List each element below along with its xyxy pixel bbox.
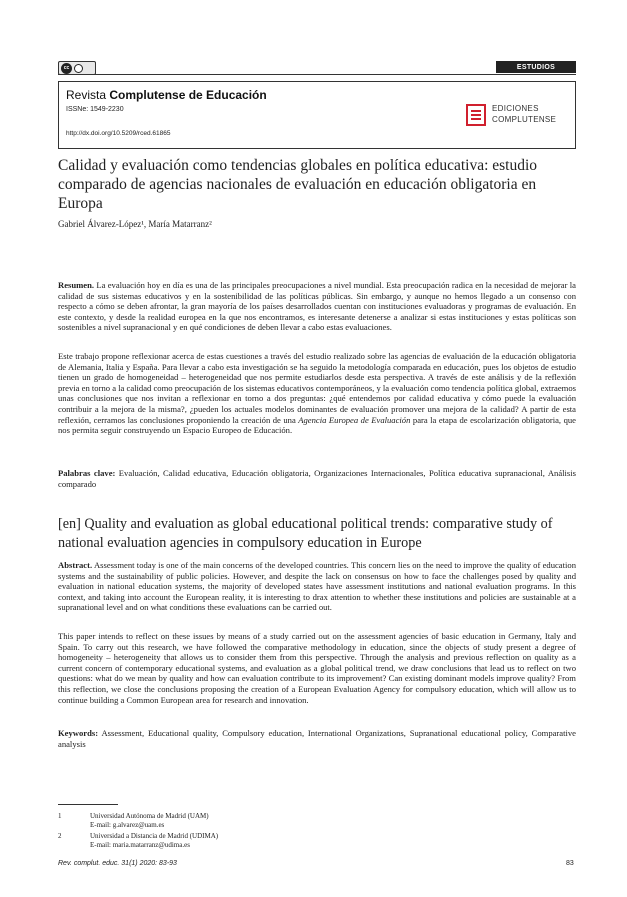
keywords-en-text: Assessment, Educational quality, Compulsory education, International Organizations, Supranational educational policy, Comparative analysis bbox=[58, 728, 576, 749]
journal-name bbox=[66, 88, 267, 102]
by-person-icon bbox=[74, 64, 83, 73]
keywords-es-text: Evaluación, Calidad educativa, Educación obligatoria, Organizaciones Internacionales, Política educativa supranacional, Análisis comparado bbox=[58, 468, 576, 489]
abstract-en-label: Abstract. bbox=[58, 560, 93, 570]
page-number: 83 bbox=[566, 860, 574, 867]
footer-citation: Rev. complut. educ. 31(1) 2020: 83-93 bbox=[58, 860, 177, 867]
publisher-line-1: EDICIONES bbox=[492, 104, 539, 113]
doi-link[interactable]: http://dx.doi.org/10.5209/rced.61865 bbox=[66, 130, 171, 137]
footnote-number: 2 bbox=[58, 832, 62, 840]
keywords-es bbox=[58, 468, 576, 489]
authors: Gabriel Álvarez-López¹, María Matarranz² bbox=[58, 219, 212, 229]
issn: ISSNe: 1549-2230 bbox=[66, 106, 124, 113]
footnote-number: 1 bbox=[58, 812, 62, 820]
abstract-es-para2 bbox=[58, 351, 576, 436]
abstract-es-para1 bbox=[58, 280, 576, 333]
abstract-es-label: Resumen. bbox=[58, 280, 95, 290]
keywords-es-label: Palabras clave: bbox=[58, 468, 116, 478]
publisher-line-2: COMPLUTENSE bbox=[492, 115, 557, 124]
section-badge: ESTUDIOS bbox=[496, 61, 576, 73]
journal-name-bold: Complutense de Educación bbox=[109, 88, 267, 102]
abstract-en-para1 bbox=[58, 560, 576, 613]
keywords-en-label: Keywords: bbox=[58, 728, 99, 738]
ediciones-complutense-logo-icon bbox=[466, 104, 486, 126]
footnote-2 bbox=[58, 832, 458, 850]
abstract-en-para2: This paper intends to reflect on these issues by means of a study carried out on the assessment agencies of basic education in Germany, Italy and Spain. To carry out this research, we have followed the comparative methodology in education, since the objects of study present a degree of homogeneity – heterogeneity that allows us to consider them from this perspective. Through the analysis and previous reflection on quality as a current concern of contemporary educational systems, and evaluation as a global political trend, we draw conclusions that lead us to reflect on two questions: what do we mean by quality and how can evaluation contribute to its improvement? Can existing dominant models improve quality? From this reflection, we close the conclusions proposing the creation of a European Evaluation Agency for compulsory education, which will allow us to continue building a Common European area for research and innovation. bbox=[58, 631, 576, 705]
article-title: Calidad y evaluación como tendencias globales en política educativa: estudio comparado de agencias nacionales de evaluación en educación obligatoria en Europa bbox=[58, 157, 538, 212]
header-rule bbox=[58, 74, 576, 75]
footnote-email[interactable]: E-mail: maria.matarranz@udima.es bbox=[90, 841, 190, 849]
footnote-affiliation: Universidad a Distancia de Madrid (UDIMA) bbox=[90, 832, 219, 840]
article-title-en: [en] Quality and evaluation as global educational political trends: comparative study of national evaluation agencies in compulsory education in Europe bbox=[58, 516, 553, 551]
footnote-affiliation: Universidad Autónoma de Madrid (UAM) bbox=[90, 812, 209, 820]
abstract-es-text2a: Este trabajo propone reflexionar acerca de estas cuestiones a través del estudio realizado sobre las agencias de evaluación de la educación obligatoria de Alemania, Italia y España. Para llevar a cabo esta investigación se ha seguido la metodología comparada en educación, pues los objetos de estudio tienen un grado de homogeneidad – heterogeneidad que nos permite estudiarlos desde esta perspectiva. A través de este análisis y de la reflexión previa en torno a la calidad como preocupación de los sistemas educativos contemporáneos, y la evaluación como tendencia política global, extraemos unas conclusiones que nos invitan a reflexionar en torno a dos preguntas: ¿qué entendemos por calidad educativa y cómo puede la evaluación contribuir a la mejora de la misma?, ¿pueden los actuales modelos dominantes de evaluación promover una mejora de la calidad? A partir de esta reflexión, cerramos las conclusiones proponiendo la creación de una bbox=[58, 351, 576, 425]
abstract-es-text1: La evaluación hoy en día es una de las principales preocupaciones a nivel mundial. Esta preocupación radica en la necesidad de mejorar la calidad de sus sistemas educativos y en la sostenibilidad de las políticas públicas. Sin embargo, y aunque no hemos llegado a un consenso con respecto a cómo se deben afrontar, la gran mayoría de los países desarrollados cuentan con instituciones evaluadoras y programas de evaluación. En este contexto, y desde la realidad europea en la que nos encontramos, es interesante detenerse a analizar si estas instituciones y estas políticas son sostenibles a nivel supranacional y en qué condiciones de deben llevar a cabo estas evaluaciones. bbox=[58, 280, 576, 333]
cc-icon: cc bbox=[61, 63, 72, 74]
abstract-es-italic: Agencia Europea de Evaluación bbox=[298, 414, 411, 425]
abstract-en-text1: Assessment today is one of the main concerns of the developed countries. This concern lies on the need to improve the quality of education systems and the sustainability of public policies. However, and despite the lack on consensus on how to face the challenges posed by quality and evaluation in national education systems, the majority of developed states have assessment institutions and national evaluation programs. In this context, and taking into account the European reality, it is interesting to drax attention to whether these institutions and policies are sustainable at a supranational level and on what conditions these evaluations can be carried out. bbox=[58, 560, 576, 613]
journal-name-plain: Revista bbox=[66, 88, 110, 102]
cc-by-license-icon bbox=[58, 61, 96, 75]
keywords-en bbox=[58, 728, 576, 749]
footnote-email[interactable]: E-mail: g.alvarez@uam.es bbox=[90, 821, 165, 829]
footnote-1 bbox=[58, 812, 458, 830]
abstract-es-text2b: para la etapa de escolarización obligatoria, que nos permita seguir construyendo un Espacio Europeo de Educación. bbox=[58, 414, 576, 436]
footnote-rule bbox=[58, 804, 118, 805]
